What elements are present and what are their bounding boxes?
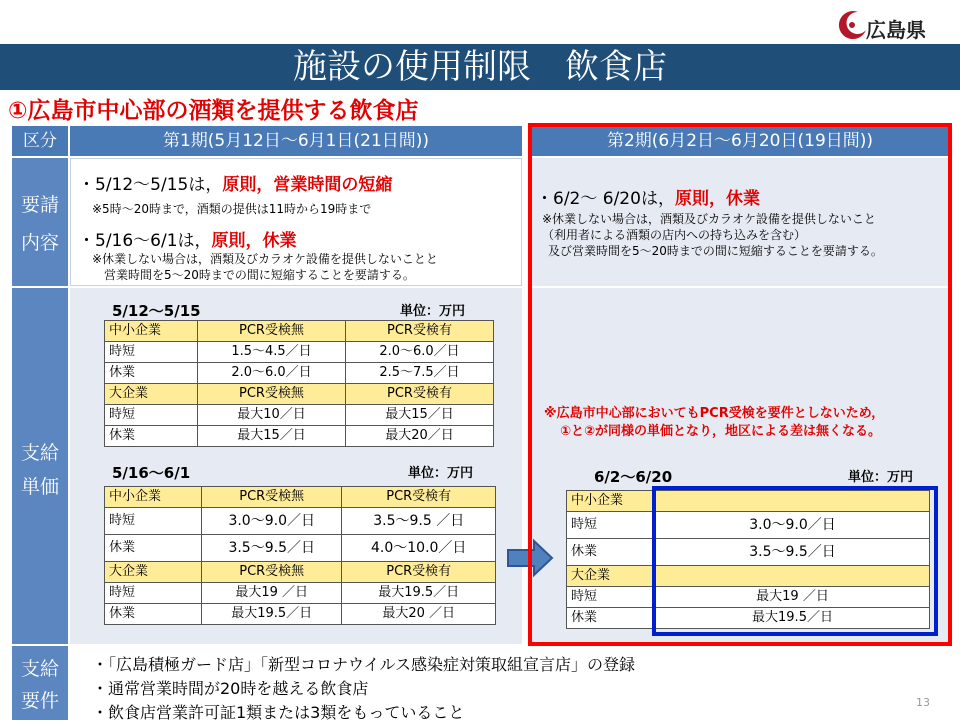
table-cell: PCR受検有	[342, 487, 496, 508]
p2-note3: 及び営業時間を5～20時までの間に短縮することを要請する。	[548, 244, 883, 258]
p1-request-line1	[78, 170, 392, 195]
table-cell: 休業	[105, 426, 198, 447]
table-cell: 大企業	[105, 384, 198, 405]
table-cell: PCR受検有	[346, 321, 494, 342]
table-row	[105, 535, 496, 562]
table-cell: 最大20／日	[346, 426, 494, 447]
p1-line1-pre: ・5/12～5/15は，	[78, 175, 223, 195]
table-cell: 最大19 ／日	[202, 583, 342, 604]
table-cell: 3.5～9.5／日	[656, 539, 930, 566]
table-cell: 最大15／日	[198, 426, 346, 447]
p1-line2-red: 原則，休業	[211, 231, 297, 251]
table-row	[105, 426, 494, 447]
table-cell: 大企業	[567, 566, 656, 587]
p1-request-line2	[78, 226, 297, 251]
table-cell: PCR受検無	[202, 562, 342, 583]
p2-line1-pre: ・6/2～ 6/20は，	[536, 189, 675, 209]
table-cell: 大企業	[105, 562, 202, 583]
table-cell: 休業	[567, 539, 656, 566]
table1-date: 5/12～5/15	[112, 302, 201, 320]
table-row	[105, 604, 496, 625]
label-requirements	[12, 646, 68, 720]
table-cell: PCR受検無	[202, 487, 342, 508]
table-cell: 中小企業	[105, 321, 198, 342]
table-cell: 時短	[105, 583, 202, 604]
table-row	[105, 405, 494, 426]
table-cell: PCR受検有	[346, 384, 494, 405]
slide-subtitle: ①広島市中心部の酒類を提供する飲食店	[8, 98, 419, 124]
label-request-line1: 要請	[20, 194, 59, 216]
logo-text: 広島県	[866, 18, 926, 42]
table-cell: 時短	[567, 587, 656, 608]
p1-note2b: 営業時間を5～20時までの間に短縮することを要請する。	[104, 268, 415, 282]
red-highlight-box	[528, 123, 952, 646]
table-cell: 2.5～7.5／日	[346, 363, 494, 384]
p1-note1: ※5時～20時まで，酒類の提供は11時から19時まで	[92, 202, 372, 216]
table-cell: 時短	[105, 508, 202, 535]
p1-line1-red: 原則，営業時間の短縮	[222, 175, 393, 195]
table2	[104, 486, 496, 625]
label-req-line1: 支給	[20, 658, 59, 680]
table-cell: 3.5～9.5 ／日	[342, 508, 496, 535]
table-cell: 最大19.5／日	[656, 608, 930, 629]
table-row	[105, 562, 496, 583]
table1-unit: 単位：万円	[400, 304, 466, 319]
table-row	[105, 363, 494, 384]
table-cell: 3.0～9.0／日	[202, 508, 342, 535]
note-red-line1: ※広島市中心部においてもPCR受検を要件としないため，	[544, 406, 885, 421]
label-request-line2: 内容	[20, 232, 59, 254]
table-cell: 最大19 ／日	[656, 587, 930, 608]
table1	[104, 320, 494, 447]
table-row	[105, 583, 496, 604]
table-cell: 最大10／日	[198, 405, 346, 426]
hiroshima-emblem-icon	[836, 8, 870, 42]
slide-title: 施設の使用制限 飲食店	[293, 47, 667, 87]
table-cell: PCR受検無	[198, 321, 346, 342]
table-cell: 3.0～9.0／日	[656, 512, 930, 539]
table-cell: 休業	[567, 608, 656, 629]
p2-note2: （利用者による酒類の店内への持ち込みを含む）	[542, 228, 807, 242]
table-cell: 最大20 ／日	[342, 604, 496, 625]
table-cell: 4.0～10.0／日	[342, 535, 496, 562]
table-row	[105, 321, 494, 342]
table3-unit: 単位：万円	[848, 470, 914, 485]
table-cell: PCR受検有	[342, 562, 496, 583]
table2-date: 5/16～6/1	[112, 464, 191, 482]
p2-note1: ※休業しない場合は，酒類及びカラオケ設備を提供しないこと	[542, 212, 876, 226]
requirement-item: ・通常営業時間が20時を越える飲食店	[92, 679, 369, 698]
table-cell: 時短	[567, 512, 656, 539]
table-cell: 時短	[105, 405, 198, 426]
table-row	[105, 487, 496, 508]
table-row	[105, 508, 496, 535]
requirement-item: ・「広島積極ガード店」「新型コロナウイルス感染症対策取組宣言店」の登録	[92, 655, 636, 674]
table-cell: 休業	[105, 363, 198, 384]
page-number: 13	[916, 696, 930, 709]
table-cell: 3.5～9.5／日	[202, 535, 342, 562]
note-red-line2: ①と②が同様の単価となり，地区による差は無くなる。	[560, 424, 882, 439]
table-cell: 最大19.5／日	[202, 604, 342, 625]
label-request	[12, 158, 68, 286]
table-cell: 2.0～6.0／日	[346, 342, 494, 363]
table-cell: 休業	[105, 535, 202, 562]
table-cell: 中小企業	[567, 491, 656, 512]
requirement-item: ・飲食店営業許可証1類または3類をもっていること	[92, 703, 465, 722]
label-payment	[12, 288, 68, 644]
table-cell: 1.5～4.5／日	[198, 342, 346, 363]
table-cell: 最大15／日	[346, 405, 494, 426]
label-payment-line1: 支給	[20, 442, 59, 464]
table2-unit: 単位：万円	[408, 466, 474, 481]
header-kubun: 区分	[12, 126, 68, 156]
p2-line1-red: 原則，休業	[674, 189, 760, 209]
table-row	[105, 342, 494, 363]
p1-line2-pre: ・5/16～6/1は，	[78, 231, 212, 251]
table-cell: 時短	[105, 342, 198, 363]
table-row	[105, 384, 494, 405]
label-payment-line2: 単価	[20, 476, 59, 498]
table3-date: 6/2～6/20	[594, 468, 673, 486]
label-req-line2: 要件	[20, 690, 59, 712]
p1-note2a: ※休業しない場合は，酒類及びカラオケ設備を提供しないことと	[92, 252, 438, 266]
header-period1: 第1期(5月12日～6月1日(21日間))	[70, 126, 522, 156]
table-cell: 2.0～6.0／日	[198, 363, 346, 384]
table-cell: 中小企業	[105, 487, 202, 508]
table-cell: 最大19.5／日	[342, 583, 496, 604]
table-cell: PCR受検無	[198, 384, 346, 405]
table-cell: 休業	[105, 604, 202, 625]
header-period2: 第2期(6月2日～6月20日(19日間))	[532, 126, 948, 156]
